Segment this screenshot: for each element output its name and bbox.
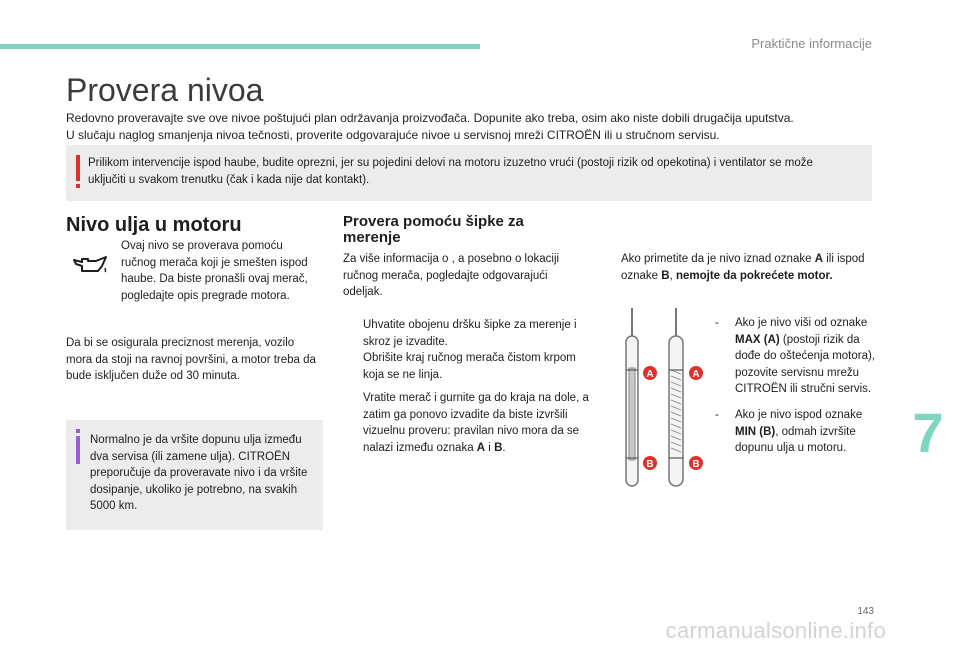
level-low-item: - Ako je nivo ispod oznake MIN (B), odmah izvršite dopunu ulja u motoru. — [715, 409, 863, 454]
intro-text — [66, 110, 866, 144]
mark-a-label-right: A — [692, 369, 700, 380]
oil-level-icon-text: Ovaj nivo se proverava pomoću ručnog merača koji je smešten ispod haube. Da biste pronašli ovaj merač, pogledajte opis pregrade motora. — [121, 240, 308, 302]
warning-icon-dot — [76, 184, 80, 188]
mark-b: B — [494, 441, 503, 454]
oil-level-paragraph: Da bi se osigurala preciznost merenja, vozilo mora da stoji na ravnoj površini, a motor treba da bude isključen duže od 30 minuta. — [66, 337, 316, 382]
header-accent-bar — [0, 44, 480, 49]
dipstick-illustration — [612, 306, 712, 490]
watermark: carmanualsonline.info — [665, 618, 886, 643]
oil-can-icon — [72, 254, 108, 276]
warning-text: Prilikom intervencije ispod haube, budite oprezni, jer su pojedini delovi na motoru izuzetno vrući (postoji rizik od opekotina) i ventilator se može uključiti u svakom trenutku (čak i kada nije dat kontakt). — [88, 157, 813, 186]
page-number: 143 — [857, 606, 874, 617]
dipstick-heading: Provera pomoću šipke za merenje — [343, 213, 524, 246]
section-title: Praktične informacije — [751, 36, 872, 51]
bullet-text: Obrišite kraj ručnog merača čistom krpom koja se ne linja. — [363, 352, 576, 381]
warning-icon — [76, 155, 80, 181]
info-icon — [76, 436, 80, 464]
bullet-text: Uhvatite obojenu dršku šipke za merenje i skroz je izvadite. — [363, 319, 577, 348]
oil-level-heading: Nivo ulja u motoru — [66, 214, 242, 236]
mark-b-label-right: B — [692, 459, 700, 470]
level-high-item: - Ako je nivo viši od oznake MAX (A) (postoji rizik da dođe do oštećenja motora), pozovite servisnu mrežu CITROËN ili stručni servis. — [715, 317, 876, 395]
info-box — [66, 420, 323, 530]
bullet-item — [343, 350, 595, 384]
info-text: Normalno je da vršite dopunu ulja između dva servisa (ili zamene ulja). CITROËN preporučuje da proveravate nivo i da vršite dosipanje, ukoliko je potrebno, na svakih 5000 km. — [90, 434, 308, 512]
bullet-item — [343, 317, 595, 351]
mark-a: A — [476, 441, 486, 454]
dipstick-paragraph: Za više informacija o , a posebno o lokaciji ručnog merača, pogledajte odgovarajući odeljak. — [343, 253, 560, 298]
bullet-item — [343, 390, 595, 458]
info-icon-dot — [76, 429, 80, 433]
warning-box — [66, 145, 872, 201]
mark-a-label-left: A — [646, 369, 654, 380]
mark-b-label-left: B — [646, 459, 654, 470]
bullet-text: Vratite merač i gurnite ga do kraja na dole, a zatim ga ponovo izvadite da biste izvršili vizuelnu proveru: pravilan nivo mora da se nalazi između oznaka A i B. — [363, 392, 589, 454]
page-title: Provera nivoa — [66, 72, 264, 108]
chapter-number: 7 — [912, 401, 944, 464]
intro-line-1: Redovno proveravajte sve ove nivoe poštujući plan održavanja proizvođača. Dopunite ako treba, osim ako niste dobili drugačija uputstva. — [66, 111, 794, 125]
intro-line-2: U slučaju naglog smanjenja nivoa tečnosti, proverite odgovarajuće nivoe u servisnoj mreži CITROËN ili u stručnom servisu. — [66, 128, 720, 142]
level-warning-paragraph: Ako primetite da je nivo iznad oznake A ili ispod oznake B, nemojte da pokrećete motor. — [621, 253, 865, 282]
